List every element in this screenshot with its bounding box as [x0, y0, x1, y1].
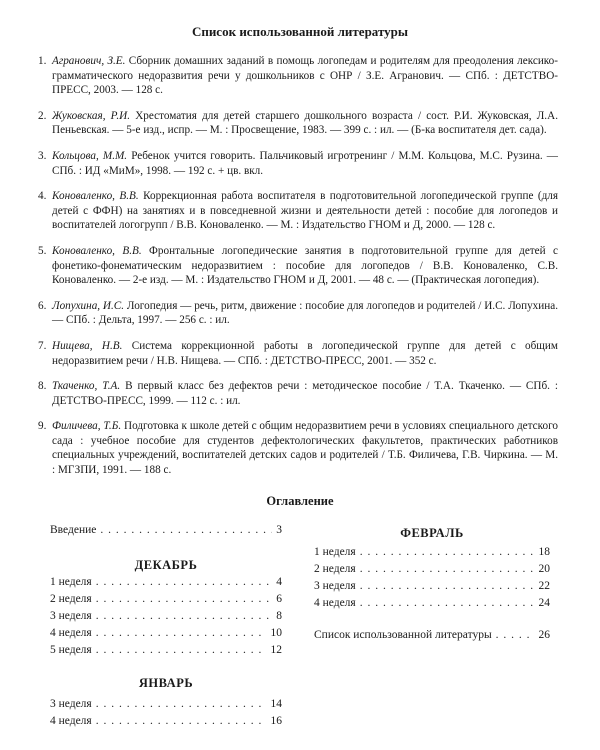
reference-number: 3. [38, 149, 47, 162]
toc-entry [314, 595, 550, 612]
reference-item [38, 54, 558, 98]
reference-item [38, 189, 558, 233]
toc-leader-dots [96, 696, 267, 713]
toc-entry-page: 6 [276, 593, 282, 605]
toc-entry [50, 713, 282, 730]
reference-text: Хрестоматия для детей старшего дошкольного возраста / сост. Р.И. Жуковская, Л.А. Пеньевская. — 5-е изд., испр. — М. : Просвещение, 1983. — 399 с. : ил. — (Б-ка воспитателя дет. сада). [52, 109, 558, 137]
reference-text: В первый класс без дефектов речи : методическое пособие / Т.А. Ткаченко. — СПб. : ДЕТСТВО-ПРЕСС, 1999. — 112 с. : ил. [52, 380, 559, 407]
toc-month-december: ДЕКАБРЬ [134, 558, 198, 572]
toc-leader-dots [360, 561, 535, 578]
reference-author: Лопухина, И.С. [52, 299, 125, 312]
reference-item [38, 339, 558, 368]
reference-number: 2. [38, 109, 47, 122]
reference-author: Агранович, З.Е. [52, 55, 126, 67]
toc-entry-intro [50, 522, 282, 539]
toc-leader-dots [96, 642, 267, 659]
toc-leader-dots [96, 574, 273, 591]
reference-text: Ребенок учится говорить. Пальчиковый игротренинг / М.М. Кольцова, М.С. Рузина. — СПб. : ИД «МиМ», 1998. — 192 с. + цв. вкл. [52, 149, 558, 177]
reference-text: Коррекционная работа воспитателя в подготовительной логопедической группе (для детей с ФФН) на занятиях и в повседневной жизни и деятельности детей : пособие для логопедов и воспитателей логогрупп / В.В. Коноваленко. — М. : Издательство ГНОМ и Д, 2000. — 128 с. [52, 190, 558, 232]
toc-month-january: ЯНВАРЬ [138, 676, 194, 690]
reference-number: 8. [38, 380, 47, 393]
toc-entry-page: 18 [538, 546, 550, 558]
toc-entry [50, 642, 282, 659]
toc-entry-label: 2 неделя [314, 563, 356, 575]
reference-number: 9. [38, 420, 47, 433]
reference-author: Коноваленко, В.В. [52, 244, 142, 257]
toc-entry-page: 24 [538, 597, 550, 609]
reference-number: 1. [38, 55, 47, 67]
reference-number: 4. [38, 190, 47, 203]
reference-item [38, 379, 558, 408]
reference-author: Нищева, Н.В. [52, 339, 123, 352]
toc-entry-page: 10 [270, 627, 282, 639]
reference-number: 7. [38, 339, 47, 352]
bibliography-title: Список использованной литературы [191, 24, 409, 39]
toc-entry-page: 26 [538, 629, 550, 641]
toc-leader-dots [96, 713, 267, 730]
reference-author: Коноваленко, В.В. [52, 190, 139, 203]
toc-entry-page: 20 [538, 563, 550, 575]
reference-item [38, 244, 558, 288]
reference-item [38, 299, 558, 328]
toc-entry-label: 3 неделя [50, 610, 92, 622]
reference-author: Ткаченко, Т.А. [52, 380, 121, 393]
toc-title: Оглавление [266, 494, 334, 508]
toc-entry [50, 625, 282, 642]
toc-entry-page: 4 [276, 576, 282, 588]
toc-entry-page: 16 [270, 715, 282, 727]
toc-entry-label: 3 неделя [50, 698, 92, 710]
toc-leader-dots [360, 595, 535, 612]
toc-entry [50, 696, 282, 713]
toc-entry-label: 5 неделя [50, 644, 92, 656]
toc-entry-page: 22 [538, 580, 550, 592]
reference-author: Кольцова, М.М. [52, 149, 128, 162]
toc-leader-dots [96, 591, 273, 608]
toc-entry-page: 3 [276, 524, 282, 536]
reference-text: Подготовка к школе детей с общим недоразвитием речи в условиях специального детского сада : учебное пособие для студентов дефектологических факультетов, практических работников специальных учреждений, воспитателей детских садов и родителей / Т.Б. Филичева, Г.В. Чиркина. — М. : МГЗПИ, 1991. — 188 с. [52, 420, 558, 477]
reference-number: 6. [38, 299, 47, 312]
toc-entry-page: 14 [270, 698, 282, 710]
toc-left-column [50, 522, 282, 730]
toc-entry-label: 4 неделя [314, 597, 356, 609]
reference-item [38, 149, 558, 178]
toc-entry-label: 1 неделя [314, 546, 356, 558]
toc-leader-dots [360, 578, 535, 595]
toc-leader-dots [360, 544, 535, 561]
toc-entry [50, 608, 282, 625]
toc-entry-label: 3 неделя [314, 580, 356, 592]
reference-list [38, 54, 558, 489]
toc-entry-label: 1 неделя [50, 576, 92, 588]
toc-entry [50, 574, 282, 591]
toc-entry-bibliography [314, 627, 550, 644]
toc-entry-label: 4 неделя [50, 627, 92, 639]
toc-entry-label: 2 неделя [50, 593, 92, 605]
toc-entry [314, 578, 550, 595]
reference-item [38, 109, 558, 138]
toc-entry [50, 591, 282, 608]
reference-text: Сборник домашних заданий в помощь логопедам и родителям для преодоления лексико-грамматического недоразвития речи у дошкольников с ОНР / З.Е. Агранович. — СПб. : ДЕТСТВО-ПРЕСС, 2003. — 128 с. [52, 55, 558, 97]
toc-entry-page: 12 [270, 644, 282, 656]
toc-entry [314, 544, 550, 561]
reference-number: 5. [38, 244, 47, 257]
toc-leader-dots [96, 608, 273, 625]
toc-leader-dots [496, 627, 535, 644]
reference-text: Система коррекционной работы в логопедической группе для детей с общим недоразвитием речи / Н.В. Нищева. — СПб. : ДЕТСТВО-ПРЕСС, 2001. — 352 с. [52, 339, 558, 367]
reference-item [38, 419, 558, 477]
reference-author: Филичева, Т.Б. [52, 420, 122, 433]
toc-entry-page: 8 [276, 610, 282, 622]
toc-entry [314, 561, 550, 578]
toc-leader-dots [96, 625, 267, 642]
toc-entry-label: 4 неделя [50, 715, 92, 727]
reference-text: Логопедия — речь, ритм, движение : пособие для логопедов и родителей / И.С. Лопухина. — СПб. : Дельта, 1997. — 256 с. : ил. [52, 299, 559, 327]
toc-entry-label: Введение [50, 524, 97, 536]
toc-month-february: ФЕВРАЛЬ [400, 526, 464, 540]
reference-text: Фронтальные логопедические занятия в подготовительной группе для детей с фонетико-фонематическим недоразвитием : пособие для логопедов / В.В. Коноваленко, С.В. Коноваленко. — 2-е изд. — М. : Издательство ГНОМ и Д, 2001. — 48 с. — (Практическая логопедия). [52, 244, 558, 287]
reference-author: Жуковская, Р.И. [52, 109, 131, 122]
toc-leader-dots [100, 522, 272, 539]
toc-entry-label: Список использованной литературы [314, 629, 492, 641]
toc-right-column [314, 522, 550, 644]
